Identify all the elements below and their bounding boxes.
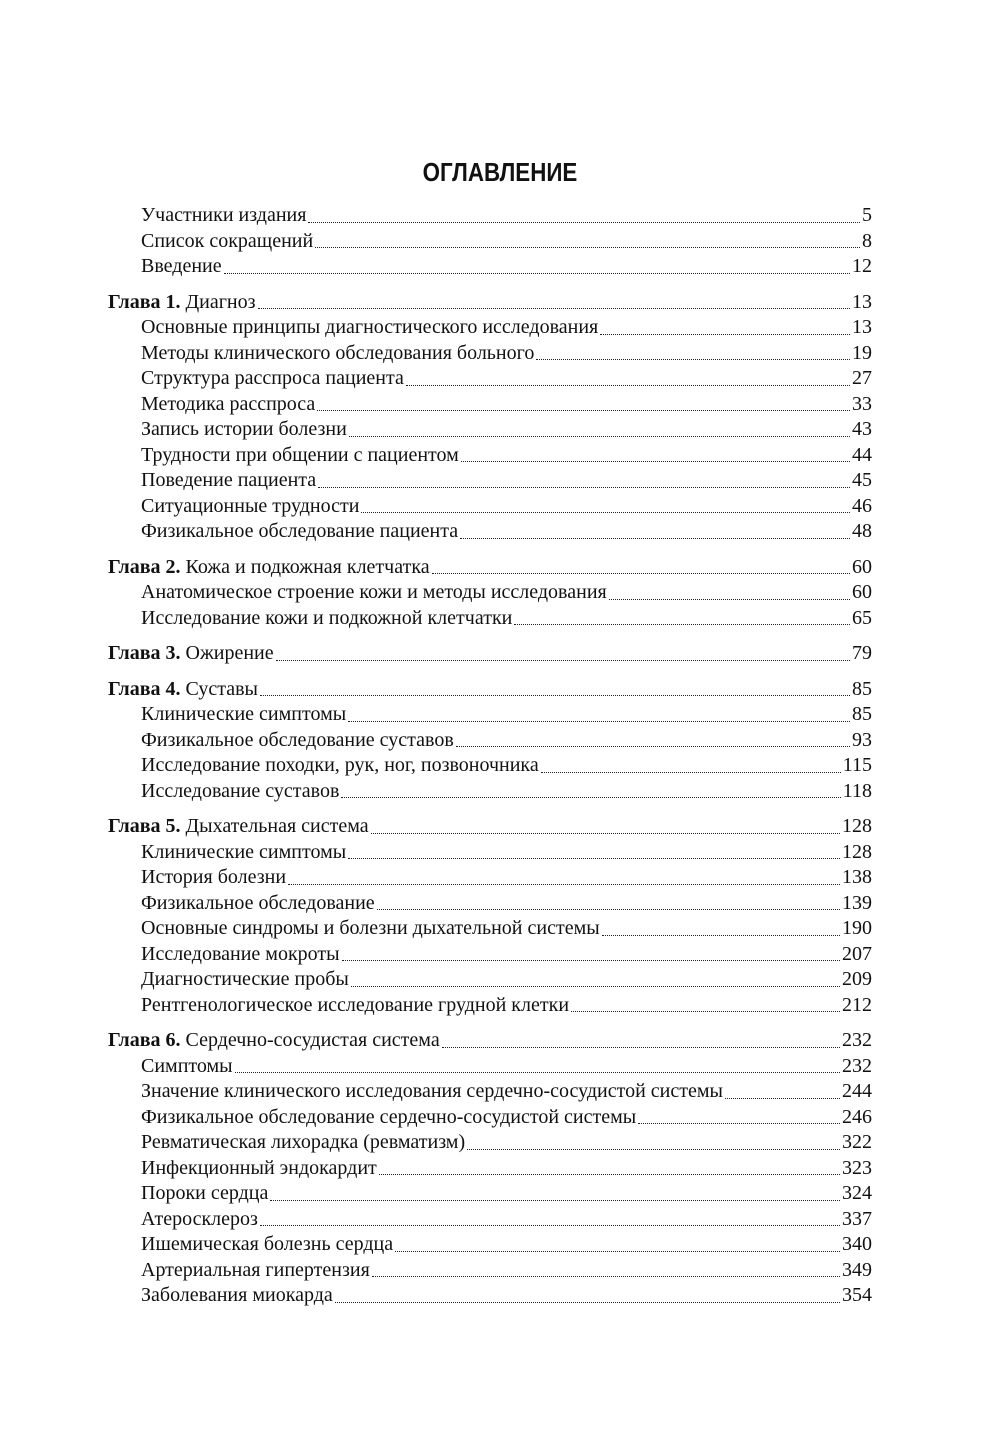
page-number: 244	[842, 1080, 872, 1102]
toc-entry-title	[108, 443, 459, 469]
toc-group	[108, 290, 872, 545]
toc-entry[interactable]	[108, 779, 872, 805]
page-number: 48	[852, 520, 872, 542]
toc-entry-title	[108, 1054, 233, 1080]
toc-entry-title	[108, 702, 346, 728]
toc-entry-title	[108, 392, 315, 418]
toc-chapter-entry[interactable]	[108, 641, 872, 667]
dot-leader	[371, 833, 840, 834]
dot-leader	[461, 461, 850, 462]
toc-entry-text: Рентгенологическое исследование грудной клетки	[141, 993, 570, 1016]
toc-chapter-entry[interactable]	[108, 555, 872, 581]
toc-entry[interactable]	[108, 891, 872, 917]
toc-entry-title	[108, 1258, 370, 1284]
toc-entry-title	[108, 1105, 636, 1131]
toc-entry[interactable]	[108, 580, 872, 606]
toc-entry[interactable]	[108, 753, 872, 779]
toc-entry-title	[108, 555, 430, 581]
dot-leader	[541, 772, 841, 773]
toc-entry-text: Пороки сердца	[141, 1182, 269, 1204]
toc-entry-title	[108, 677, 258, 703]
toc-entry-text: Поведение пациента	[141, 469, 317, 491]
toc-entry-text: Дыхательная система	[185, 815, 369, 837]
page-number: 44	[852, 443, 872, 466]
toc-entry-text: Анатомическое строение кожи и методы исследования	[141, 581, 607, 603]
toc-chapter-entry[interactable]	[108, 677, 872, 703]
toc-entry[interactable]	[108, 865, 872, 891]
dot-leader	[406, 385, 850, 386]
dot-leader	[395, 1251, 840, 1252]
dot-leader	[456, 746, 850, 747]
page-number: 115	[842, 754, 872, 776]
toc-entry[interactable]	[108, 1232, 872, 1258]
toc-entry[interactable]	[108, 1283, 872, 1309]
dot-leader	[372, 1276, 840, 1277]
dot-leader	[432, 573, 850, 574]
toc-entry-title	[108, 993, 569, 1019]
toc-entry[interactable]	[108, 1156, 872, 1182]
toc-entry-text: Исследование суставов	[141, 779, 340, 802]
dot-leader	[315, 247, 860, 248]
toc-entry-text: Запись истории болезни	[141, 418, 347, 440]
toc-entry-text: Ревматическая лихорадка (ревматизм)	[141, 1131, 466, 1153]
toc-entry-title	[108, 779, 339, 805]
toc-entry-title	[108, 753, 539, 779]
toc-entry-title	[108, 865, 286, 891]
toc-entry[interactable]	[108, 494, 872, 520]
toc-entry-title	[108, 1207, 258, 1233]
page-number: 128	[842, 840, 872, 863]
toc-entry-text: Атеросклероз	[141, 1207, 258, 1230]
chapter-number: Глава 1.	[108, 290, 181, 313]
toc-entry-text: Ситуационные трудности	[141, 494, 360, 517]
toc-entry[interactable]	[108, 1054, 872, 1080]
toc-entry-text: История болезни	[141, 866, 287, 888]
dot-leader	[514, 624, 850, 625]
page-number: 212	[842, 993, 872, 1016]
page-number: 27	[852, 367, 872, 389]
dot-leader	[467, 1149, 840, 1150]
toc-entry[interactable]	[108, 1258, 872, 1284]
page-number: 322	[842, 1131, 872, 1153]
toc-entry-title	[108, 229, 313, 255]
toc-entry-title	[108, 1181, 268, 1207]
toc-entry-text: Трудности при общении с пациентом	[141, 443, 459, 466]
toc-entry-title	[108, 1130, 465, 1156]
toc-entry-text: Клинические симптомы	[141, 703, 347, 725]
dot-leader	[348, 721, 850, 722]
dot-leader	[318, 487, 850, 488]
toc-entry-text: Методы клинического обследования больного	[141, 341, 535, 364]
dot-leader	[342, 960, 840, 961]
dot-leader	[348, 858, 840, 859]
toc-entry-title	[108, 417, 347, 443]
toc-entry-title	[108, 728, 454, 754]
toc-entry-text: Методика расспроса	[141, 392, 316, 415]
chapter-number: Глава 5.	[108, 815, 181, 837]
toc-entry[interactable]	[108, 1181, 872, 1207]
toc-entry[interactable]	[108, 1130, 872, 1156]
toc-entry[interactable]	[108, 392, 872, 418]
page-number: 65	[852, 606, 872, 629]
toc-entry-title	[108, 891, 375, 917]
toc-entry-text: Артериальная гипертензия	[141, 1258, 370, 1281]
toc-entry-text: Инфекционный эндокардит	[141, 1156, 377, 1179]
toc-entry-text: Физикальное обследование пациента	[141, 520, 459, 542]
page-number: 337	[842, 1207, 872, 1230]
toc-entry-title	[108, 916, 600, 942]
toc-entry-text: Введение	[141, 255, 222, 277]
toc-entry-title	[108, 290, 256, 316]
toc-entry-title	[108, 315, 598, 341]
page-number: 5	[862, 204, 872, 226]
dot-leader	[335, 1302, 840, 1303]
toc-entry[interactable]	[108, 1105, 872, 1131]
toc-entry[interactable]	[108, 1207, 872, 1233]
toc-entry-text: Диагноз	[185, 290, 256, 313]
chapter-number: Глава 2.	[108, 555, 181, 578]
table-of-contents	[108, 203, 872, 1309]
page-number: 93	[852, 728, 872, 751]
toc-entry[interactable]	[108, 942, 872, 968]
toc-entry-title	[108, 203, 306, 229]
toc-entry-text: Исследование походки, рук, ног, позвоночника	[141, 754, 539, 776]
page-number: 60	[852, 555, 872, 578]
page-number: 85	[852, 677, 872, 700]
dot-leader	[361, 512, 850, 513]
page-number: 128	[842, 815, 872, 837]
toc-entry-title	[108, 468, 316, 494]
page-number: 8	[862, 229, 872, 252]
dot-leader	[317, 410, 850, 411]
dot-leader	[258, 308, 850, 309]
toc-entry[interactable]	[108, 417, 872, 443]
toc-chapter-entry[interactable]	[108, 814, 872, 840]
dot-leader	[460, 538, 850, 539]
dot-leader	[351, 986, 840, 987]
toc-entry[interactable]	[108, 916, 872, 942]
toc-entry-text: Основные принципы диагностического исследования	[141, 316, 599, 338]
chapter-number: Глава 4.	[108, 677, 181, 700]
page-number: 79	[852, 642, 872, 664]
dot-leader	[609, 599, 850, 600]
page-number: 118	[842, 779, 872, 802]
toc-entry-title	[108, 366, 404, 392]
page-number: 190	[842, 917, 872, 939]
dot-leader	[602, 935, 840, 936]
dot-leader	[638, 1123, 840, 1124]
toc-entry[interactable]	[108, 254, 872, 280]
toc-entry[interactable]	[108, 443, 872, 469]
toc-entry-text: Основные синдромы и болезни дыхательной системы	[141, 917, 600, 939]
dot-leader	[260, 695, 850, 696]
toc-entry-title	[108, 254, 222, 280]
toc-entry-text: Ожирение	[185, 642, 274, 664]
page-number: 323	[842, 1156, 872, 1179]
toc-entry-title	[108, 641, 274, 667]
toc-entry-title	[108, 1079, 723, 1105]
toc-entry[interactable]	[108, 203, 872, 229]
toc-entry[interactable]	[108, 341, 872, 367]
toc-entry-text: Физикальное обследование сердечно-сосудистой системы	[141, 1105, 637, 1128]
page-number: 139	[842, 891, 872, 914]
dot-leader	[349, 436, 850, 437]
page-number: 138	[842, 866, 872, 888]
toc-entry-text: Заболевания миокарда	[141, 1284, 333, 1306]
page-number: 354	[842, 1284, 872, 1306]
toc-group	[108, 203, 872, 280]
toc-entry[interactable]	[108, 840, 872, 866]
toc-entry[interactable]	[108, 229, 872, 255]
toc-group	[108, 1028, 872, 1309]
toc-entry-title	[108, 1283, 333, 1309]
toc-entry-text: Сердечно-сосудистая система	[185, 1029, 440, 1051]
toc-entry[interactable]	[108, 315, 872, 341]
dot-leader	[536, 359, 850, 360]
dot-leader	[270, 1200, 840, 1201]
toc-group	[108, 641, 872, 667]
toc-entry-title	[108, 1232, 393, 1258]
toc-group	[108, 814, 872, 1018]
toc-group	[108, 555, 872, 632]
toc-entry-text: Диагностические пробы	[141, 968, 349, 990]
toc-entry-title	[108, 1156, 377, 1182]
toc-entry-text: Физикальное обследование суставов	[141, 728, 454, 751]
page-number: 324	[842, 1182, 872, 1204]
toc-entry-title	[108, 942, 340, 968]
toc-entry-text: Исследование мокроты	[141, 942, 340, 965]
toc-entry-text: Физикальное обследование	[141, 891, 375, 914]
toc-entry-text: Список сокращений	[141, 229, 314, 252]
chapter-number: Глава 3.	[108, 642, 181, 664]
toc-entry-text: Ишемическая болезнь сердца	[141, 1233, 394, 1255]
dot-leader	[600, 334, 850, 335]
toc-entry[interactable]	[108, 366, 872, 392]
dot-leader	[260, 1225, 840, 1226]
page-number: 232	[842, 1029, 872, 1051]
page-number: 246	[842, 1105, 872, 1128]
page-number: 232	[842, 1054, 872, 1077]
dot-leader	[379, 1174, 840, 1175]
toc-entry[interactable]	[108, 519, 872, 545]
toc-entry[interactable]	[108, 728, 872, 754]
toc-entry-text: Значение клинического исследования сердечно-сосудистой системы	[141, 1080, 723, 1102]
toc-entry-text: Структура расспроса пациента	[141, 367, 404, 389]
toc-entry[interactable]	[108, 1079, 872, 1105]
toc-entry[interactable]	[108, 702, 872, 728]
toc-entry-text: Симптомы	[141, 1054, 233, 1077]
chapter-number: Глава 6.	[108, 1029, 181, 1051]
page-number: 340	[842, 1233, 872, 1255]
page-number: 13	[852, 290, 872, 313]
toc-entry[interactable]	[108, 967, 872, 993]
toc-entry-title	[108, 967, 349, 993]
dot-leader	[377, 909, 840, 910]
toc-entry-title	[108, 494, 359, 520]
toc-entry-title	[108, 1028, 440, 1054]
toc-entry-text: Кожа и подкожная клетчатка	[185, 555, 430, 578]
toc-chapter-entry[interactable]	[108, 1028, 872, 1054]
page-number: 60	[852, 581, 872, 603]
page-number: 45	[852, 469, 872, 491]
toc-entry-text: Исследование кожи и подкожной клетчатки	[141, 606, 513, 629]
page-number: 207	[842, 942, 872, 965]
page-title: ОГЛАВЛЕНИЕ	[422, 157, 578, 187]
toc-entry[interactable]	[108, 606, 872, 632]
toc-entry-title	[108, 814, 369, 840]
dot-leader	[224, 273, 850, 274]
toc-entry-title	[108, 606, 512, 632]
dot-leader	[235, 1072, 840, 1073]
page-number: 349	[842, 1258, 872, 1281]
toc-entry-title	[108, 519, 458, 545]
toc-entry-title	[108, 341, 534, 367]
dot-leader	[571, 1011, 840, 1012]
toc-entry-title	[108, 580, 607, 606]
page-number: 85	[852, 703, 872, 725]
dot-leader	[288, 884, 840, 885]
toc-group	[108, 677, 872, 805]
dot-leader	[725, 1098, 840, 1099]
toc-entry-text: Суставы	[185, 677, 258, 700]
page-number: 13	[852, 316, 872, 338]
dot-leader	[341, 797, 840, 798]
toc-entry-text: Участники издания	[141, 204, 307, 226]
page-number: 209	[842, 968, 872, 990]
dot-leader	[276, 660, 850, 661]
page-number: 19	[852, 341, 872, 364]
toc-entry-title	[108, 840, 346, 866]
dot-leader	[308, 222, 860, 223]
page-number: 43	[852, 418, 872, 440]
toc-entry[interactable]	[108, 993, 872, 1019]
page-number: 46	[852, 494, 872, 517]
toc-entry[interactable]	[108, 468, 872, 494]
page-number: 33	[852, 392, 872, 415]
toc-entry-text: Клинические симптомы	[141, 840, 347, 863]
dot-leader	[442, 1047, 840, 1048]
toc-chapter-entry[interactable]	[108, 290, 872, 316]
page-number: 12	[852, 255, 872, 277]
